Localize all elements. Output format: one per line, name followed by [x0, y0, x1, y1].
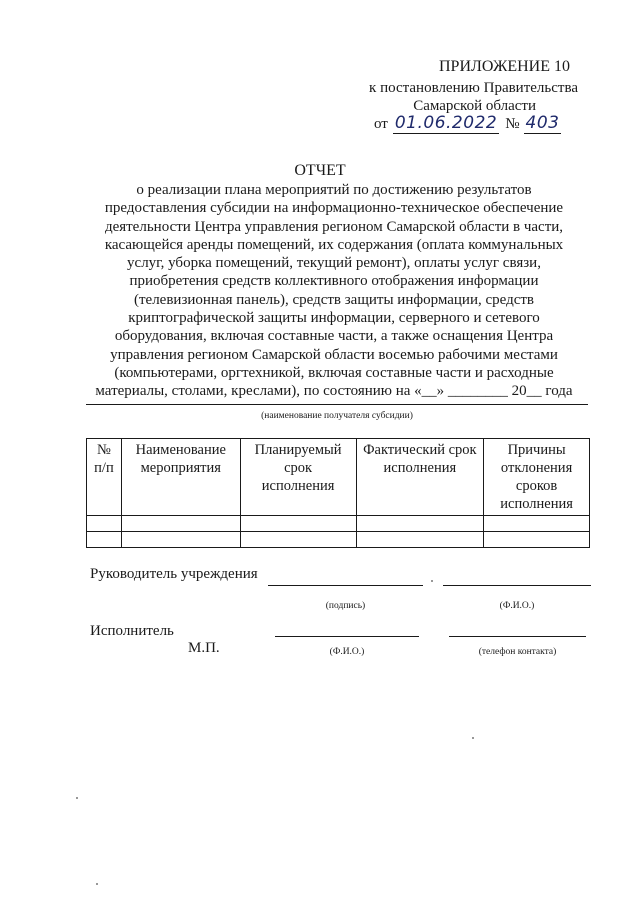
table-header-row	[87, 439, 590, 516]
table-cell	[121, 516, 240, 532]
scan-speck	[96, 883, 98, 885]
header-deviation-reasons: Причины отклонения сроков исполнения	[484, 439, 590, 516]
description-line: деятельности Центра управления регионом Самарской области в части,	[104, 218, 564, 235]
scan-speck	[431, 580, 433, 582]
head-signature-line	[268, 585, 423, 586]
scan-speck	[76, 797, 78, 799]
description-line: управления регионом Самарской области восемью рабочими местами	[110, 346, 558, 363]
report-title: ОТЧЕТ	[294, 162, 346, 179]
appendix-title: ПРИЛОЖЕНИЕ 10	[438, 58, 570, 75]
description-line: касающейся аренды помещений, их содержания (оплата коммунальных	[104, 236, 564, 253]
header-activity: Наименование мероприятия	[121, 439, 240, 516]
report-table	[86, 438, 590, 548]
recipient-caption: (наименование получателя субсидии)	[261, 411, 413, 421]
description-line: приобретения средств коллективного отображения информации	[129, 273, 539, 290]
header-planned-term: Планируемый срок исполнения	[240, 439, 356, 516]
appendix-resolution: к постановлению Правительства	[369, 80, 578, 96]
table-row	[87, 516, 590, 532]
description-line: материалы, столами, креслами), по состоянию на «__» ________ 20__ года	[95, 383, 573, 400]
table-cell	[484, 532, 590, 548]
resolution-date-row	[374, 113, 561, 134]
handwritten-date: 01.06.2022	[394, 113, 498, 133]
table-cell	[87, 532, 122, 548]
recipient-line	[86, 404, 588, 405]
signature-caption: (подпись)	[325, 601, 366, 611]
table-row	[87, 532, 590, 548]
executor-label: Исполнитель	[90, 623, 174, 639]
phone-caption: (телефон контакта)	[478, 647, 557, 657]
executor-fio-line	[275, 636, 419, 637]
description-line: предоставления субсидии на информационно-техническое обеспечение	[104, 200, 564, 217]
table-cell	[356, 516, 484, 532]
head-label: Руководитель учреждения	[90, 566, 258, 582]
head-fio-caption: (Ф.И.О.)	[499, 601, 535, 611]
description-line: о реализации плана мероприятий по достижению результатов	[136, 182, 532, 198]
table-cell	[356, 532, 484, 548]
executor-fio-caption: (Ф.И.О.)	[329, 647, 365, 657]
head-fio-line	[443, 585, 591, 586]
header-number: № п/п	[87, 439, 122, 516]
appendix-region: Самарской области	[413, 98, 536, 114]
date-prefix: от	[374, 116, 388, 132]
description-line: оборудования, включая составные части, а также оснащения Центра	[114, 328, 554, 345]
header-actual-term: Фактический срок исполнения	[356, 439, 484, 516]
report-description	[82, 181, 586, 401]
executor-phone-line	[449, 636, 586, 637]
scan-speck	[472, 737, 474, 739]
description-line: (компьютерами, оргтехникой, включая составные части и расходные	[114, 364, 554, 381]
table-cell	[240, 532, 356, 548]
description-line: криптографической защиты информации, серверного и сетевого	[128, 310, 540, 327]
description-line: услуг, уборка помещений, текущий ремонт), оплаты услуг связи,	[127, 255, 541, 272]
table-cell	[240, 516, 356, 532]
table-cell	[87, 516, 122, 532]
handwritten-number: 403	[525, 113, 560, 133]
stamp-label: М.П.	[188, 640, 220, 656]
description-line: (телевизионная панель), средств защиты информации, средств	[133, 291, 535, 308]
table-cell	[121, 532, 240, 548]
number-prefix: №	[505, 116, 520, 132]
table-cell	[484, 516, 590, 532]
